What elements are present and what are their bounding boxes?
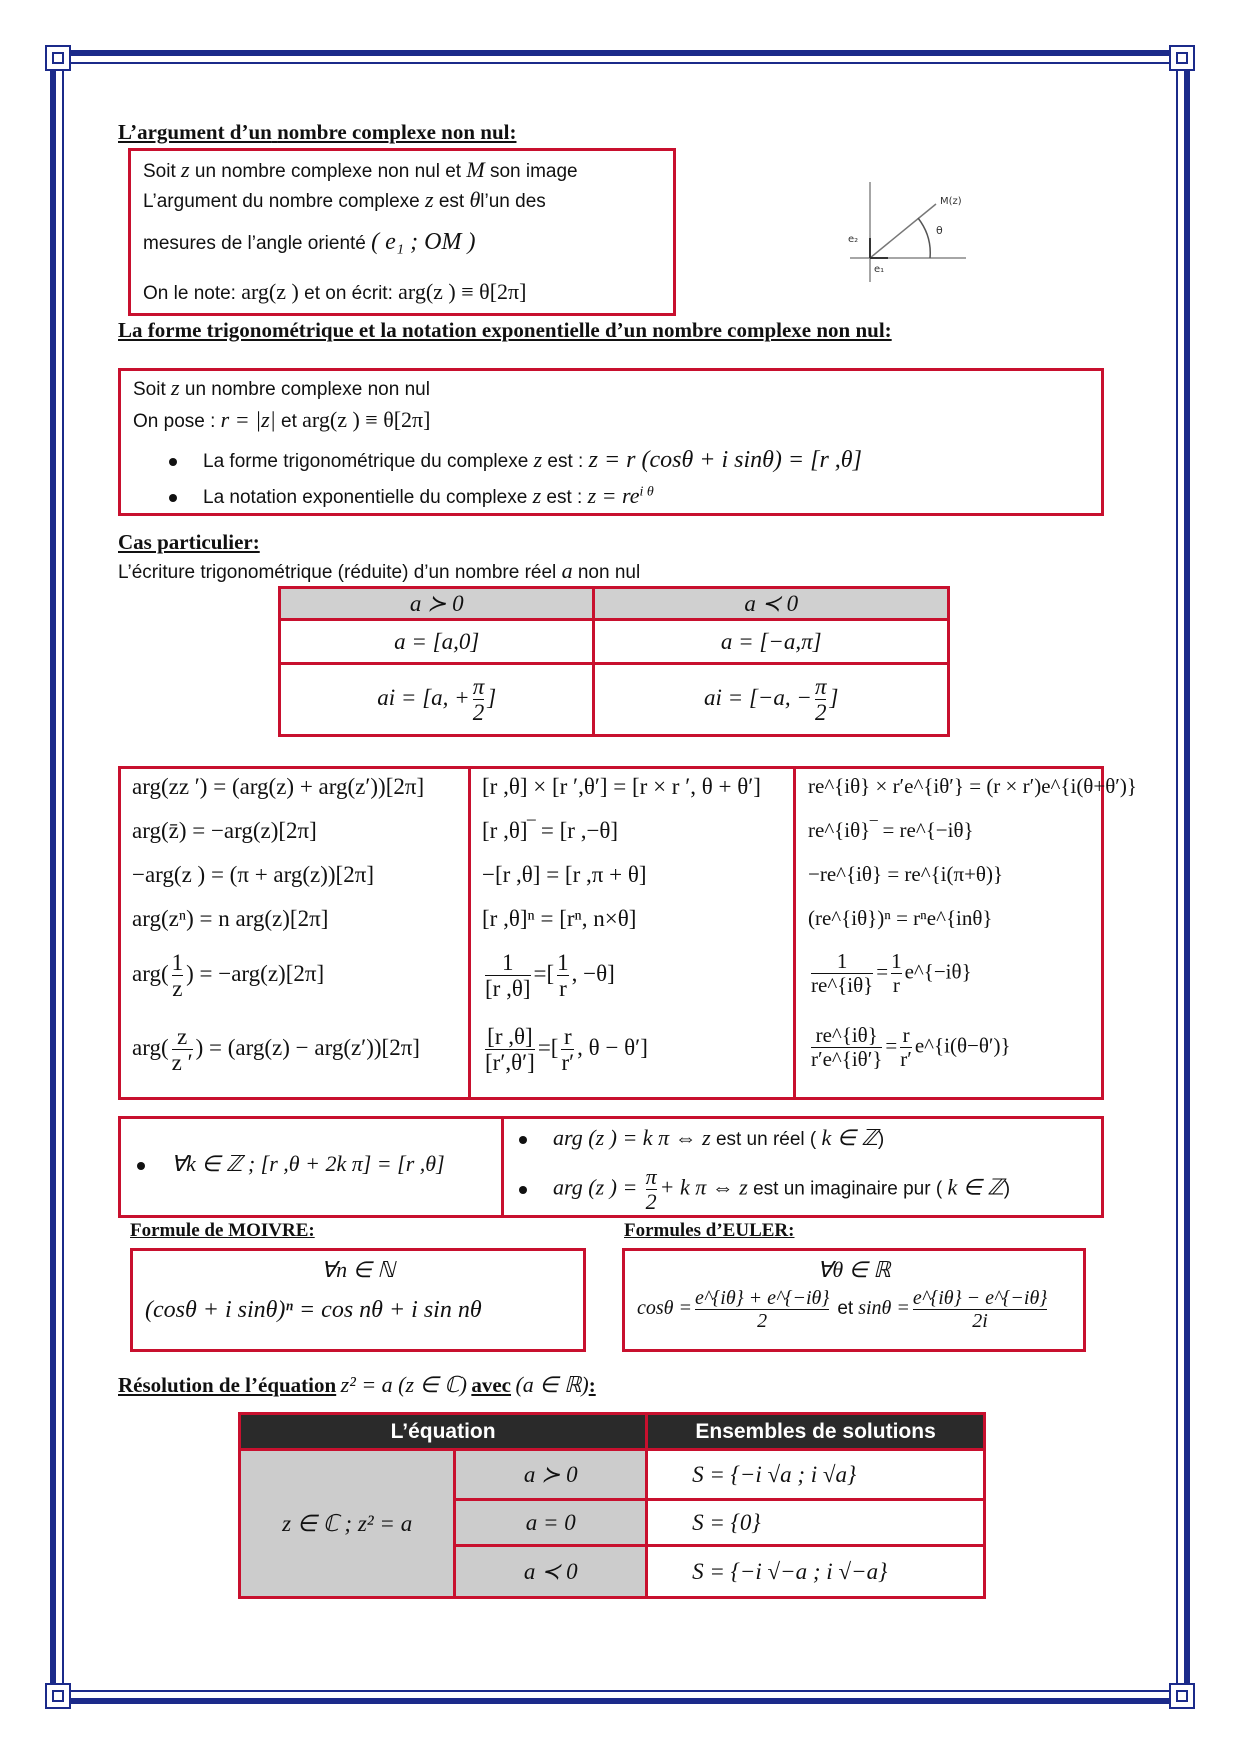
- argument-definition-box: Soit z un nombre complexe non nul et M son image L’argument du nombre complexe z est θl’un des mesures de l’angle orienté ( e₁ ; OM ) On le note: arg(z ) et on écrit: arg(z ) ≡ θ[2π]: [128, 148, 676, 316]
- argument-figure: [840, 172, 970, 292]
- resolution-heading: Résolution de l’équation z² = a (z ∈ ℂ) avec (a ∈ ℝ):: [118, 1372, 596, 1397]
- solution-a-positive: S = {−i √a ; i √a}: [647, 1450, 985, 1500]
- header-a-negative: a ≺ 0: [594, 588, 949, 620]
- condition-a-positive: a ≻ 0: [455, 1450, 647, 1500]
- bullet-dot: [169, 494, 177, 502]
- solution-a-negative: S = {−i √−a ; i √−a}: [647, 1546, 985, 1598]
- condition-a-negative: a ≺ 0: [455, 1546, 647, 1598]
- frame-corner-tl: [45, 45, 71, 71]
- properties-col-arg: arg(zz ′) = (arg(z) + arg(z′))[2π] arg(z̄) = −arg(z)[2π] −arg(z ) = (π + arg(z))[2π] arg(zⁿ) = n arg(z)[2π] arg( $\frac{1}{z}$ ) = −arg(z)[2π] arg( $\frac{z}{z '}$ ) = (arg(z) − arg(z′))[2π]: [132, 774, 425, 1076]
- equation-cell: z ∈ ℂ ; z² = a: [240, 1450, 455, 1598]
- trig-form-box: Soit z un nombre complexe non nul On pose : r = |z| et arg(z ) ≡ θ[2π] La forme trigonométrique du complexe z est : z = r (cosθ + i sinθ) = [r ,θ] La notation exponentielle du complexe z est : $z = re^{i \theta}$: [118, 368, 1104, 516]
- section1-heading: L’argument d’un nombre complexe non nul:: [118, 120, 517, 144]
- figure-label-e1: e₁: [874, 264, 885, 275]
- periodicity-box: ∀k ∈ ℤ ; [r ,θ + 2k π] = [r ,θ] arg (z ) = k π ⇔ z est un réel ( k ∈ ℤ) arg (z ) = $\frac{\pi}{2}$ + k π ⇔ z est un imaginaire pur ( k ∈ ℤ): [118, 1116, 1104, 1218]
- bullet-dot: [519, 1136, 527, 1144]
- moivre-box: ∀n ∈ ℕ (cosθ + i sinθ)ⁿ = cos nθ + i sin nθ: [130, 1248, 586, 1352]
- section3-intro: L’écriture trigonométrique (réduite) d’un nombre réel a non nul: [118, 558, 641, 583]
- header-equation: L’équation: [240, 1414, 647, 1450]
- euler-heading: Formules d’EULER:: [624, 1220, 795, 1241]
- bullet-dot: [519, 1186, 527, 1194]
- properties-divider-2: [793, 766, 796, 1100]
- properties-col-trig: [r ,θ] × [r ′,θ′] = [r × r ′, θ + θ′] [r ,θ]‾ = [r ,−θ] −[r ,θ] = [r ,π + θ] [r ,θ]ⁿ = [rⁿ, n×θ] $\frac{1}{[r ,\theta]}$ =[ $\frac{1}{r}$ , −θ] $\frac{[r ,\theta]}{[r',\theta']}$ =[ $\frac{r}{r'}$ , θ − θ′]: [482, 774, 761, 1076]
- frame-corner-br: [1169, 1683, 1195, 1709]
- cell-ai-positive: ai = [a, + $\frac{\pi}{2}$ ]: [280, 664, 594, 736]
- header-solutions: Ensembles de solutions: [647, 1414, 985, 1450]
- figure-label-m: M(z): [940, 196, 962, 207]
- particular-case-table: [278, 586, 950, 737]
- condition-a-zero: a = 0: [455, 1500, 647, 1546]
- figure-angle-arc: [918, 218, 930, 258]
- resolution-table: [238, 1412, 986, 1599]
- periodicity-divider: [501, 1119, 504, 1215]
- properties-divider-1: [468, 766, 471, 1100]
- section3-heading: Cas particulier:: [118, 530, 260, 554]
- frame-corner-bl: [45, 1683, 71, 1709]
- figure-label-theta: θ: [936, 224, 943, 237]
- properties-col-exp: re^{iθ} × r′e^{iθ′} = (r × r′)e^{i(θ+θ′)} re^{iθ}‾ = re^{−iθ} −re^{iθ} = re^{i(π+θ)} (re^{iθ})ⁿ = rⁿe^{inθ} $\frac{1}{re\^{}\{i\theta\}}$ = $\frac{1}{r}$ e^{−iθ} $\frac{re\^{}\{i\theta\}}{r'e\^{}\{i\theta'\}}$ = $\frac{r}{r'}$ e^{i(θ−θ′)}: [808, 774, 1137, 1072]
- cell-a-positive: a = [a,0]: [280, 620, 594, 664]
- section2-heading: La forme trigonométrique et la notation exponentielle d’un nombre complexe non nul:: [118, 318, 892, 342]
- bullet-dot: [169, 458, 177, 466]
- frame-corner-tr: [1169, 45, 1195, 71]
- moivre-heading: Formule de MOIVRE:: [130, 1220, 315, 1241]
- figure-label-e2: e₂: [848, 234, 859, 245]
- euler-box: ∀θ ∈ ℝ cosθ = $\frac{e\^{}\{i\theta\} + e\^{}\{-i\theta\}}{2}$ et sinθ = $\frac{e\^{}\{i\theta\} - e\^{}\{-i\theta\}}{2i}$: [622, 1248, 1086, 1352]
- bullet-dot: [137, 1162, 145, 1170]
- cell-a-negative: a = [−a,π]: [594, 620, 949, 664]
- cell-ai-negative: ai = [−a, − $\frac{\pi}{2}$ ]: [594, 664, 949, 736]
- solution-a-zero: S = {0}: [647, 1500, 985, 1546]
- header-a-positive: a ≻ 0: [280, 588, 594, 620]
